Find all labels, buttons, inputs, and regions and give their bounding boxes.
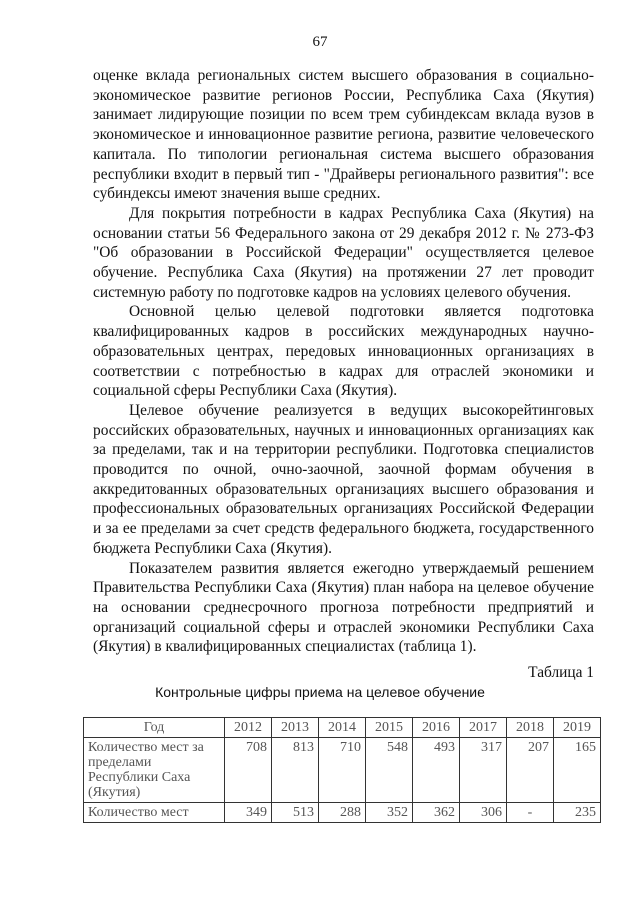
- table-cell: 813: [272, 738, 319, 803]
- table-row: [84, 738, 601, 803]
- header-cell: 2014: [319, 718, 366, 738]
- header-cell: 2013: [272, 718, 319, 738]
- table-cell: 708: [225, 738, 272, 803]
- paragraph: оценке вклада региональных систем высшего образования в социально-экономическое развитие регионов России, Республика Саха (Якутия) занимает лидирующие позиции по всем трем субиндексам вклада вузов в экономическое и инновационное развитие региона, развитие человеческого капитала. По типологии региональная система высшего образования республики входит в первый тип - "Драйверы регионального развития": все субиндексы имеют значения выше средних.: [93, 67, 594, 203]
- row-label: Количество мест за пределами Республики Саха (Якутия): [84, 738, 225, 803]
- paragraph: Для покрытия потребности в кадрах Республика Саха (Якутия) на основании статьи 56 Федерального закона от 29 декабря 2012 г. № 273-ФЗ "Об образовании в Российской Федерации" осуществляется целевое обучение. Республика Саха (Якутия) на протяжении 27 лет проводит системную работу по подготовке кадров на условиях целевого обучения.: [93, 204, 594, 301]
- table-cell: 710: [319, 738, 366, 803]
- table-cell: 165: [554, 738, 601, 803]
- header-cell: Год: [84, 718, 225, 738]
- header-cell: 2016: [413, 718, 460, 738]
- table-cell: 317: [460, 738, 507, 803]
- header-cell: 2019: [554, 718, 601, 738]
- table-cell: 207: [507, 738, 554, 803]
- table-cell: 493: [413, 738, 460, 803]
- paragraph: Целевое обучение реализуется в ведущих высокорейтинговых российских образовательных, научных и инновационных организациях как за пределами, так и на территории республики. Подготовка специалистов проводится по очной, очно-заочной, заочной формам обучения в аккредитованных образовательных организациях высшего образования и профессиональных образовательных организациях Российской Федерации и за ее пределами за счет средств федерального бюджета, государственного бюджета Республики Саха (Якутия).: [93, 401, 594, 557]
- paragraph: Показателем развития является ежегодно утверждаемый решением Правительства Республики Саха (Якутия) план набора на целевое обучение на основании среднесрочного прогноза потребности предприятий и организаций социальной сферы и отраслей экономики Республики Саха (Якутия) в квалифицированных специалистах (таблица 1).: [93, 559, 594, 656]
- table-cell: 306: [460, 803, 507, 823]
- paragraph: Основной целью целевой подготовки является подготовка квалифицированных кадров в российских международных научно-образовательных центрах, передовых инновационных организациях в соответствии с потребностью в кадрах для отраслей экономики и социальной сферы Республики Саха (Якутия).: [93, 303, 594, 400]
- table-cell: -: [507, 803, 554, 823]
- table-cell: 235: [554, 803, 601, 823]
- body-text: [93, 66, 594, 657]
- page-number: 67: [312, 34, 328, 50]
- table-cell: 349: [225, 803, 272, 823]
- header-cell: 2015: [366, 718, 413, 738]
- table-cell: 362: [413, 803, 460, 823]
- header-cell: 2012: [225, 718, 272, 738]
- table-cell: 288: [319, 803, 366, 823]
- header-cell: 2018: [507, 718, 554, 738]
- row-label: Количество мест: [84, 803, 225, 823]
- table-header-row: [84, 718, 601, 738]
- table-cell: 352: [366, 803, 413, 823]
- table-label: Таблица 1: [528, 664, 594, 681]
- table-cell: 513: [272, 803, 319, 823]
- admission-table: [83, 717, 601, 823]
- table-cell: 548: [366, 738, 413, 803]
- header-cell: 2017: [460, 718, 507, 738]
- table-title: Контрольные цифры приема на целевое обучение: [155, 684, 485, 700]
- table-row: [84, 803, 601, 823]
